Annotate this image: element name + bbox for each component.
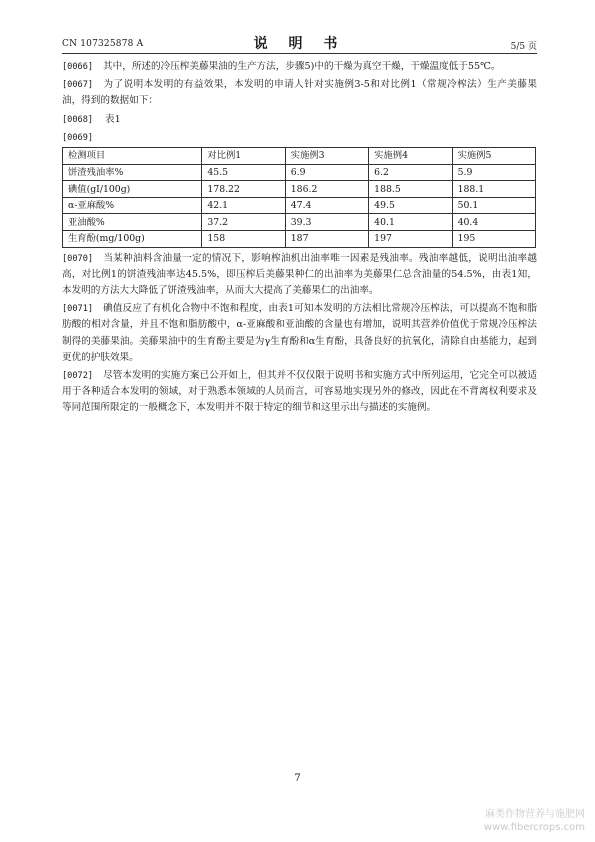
paragraph-number: [0070]: [62, 253, 94, 264]
paragraph-number: [0067]: [62, 80, 94, 91]
table-cell: 178.22: [202, 181, 285, 198]
paragraph-text: 当某种油料含油量一定的情况下，影响榨油机出油率唯一因素是残油率。残油率越低，说明出油率越高，对比例1的饼渣残油率达45.5%，即压榨后美藤果种仁的出油率为美藤果仁总含油量的54.5%，由表1知，本发明的方法大大降低了饼渣残油率，从而大大提高了美藤果仁的出油率。: [62, 252, 537, 296]
table-cell: α-亚麻酸%: [63, 197, 202, 214]
table-cell: 37.2: [202, 214, 285, 231]
table-cell: 195: [452, 230, 535, 247]
table-row: [63, 164, 536, 181]
document-title: 说 明 书: [253, 36, 346, 52]
table-row: [63, 214, 536, 231]
results-table: [62, 147, 536, 248]
table-cell: 6.9: [285, 164, 368, 181]
paragraph-0070: [62, 251, 537, 300]
table-header-cell: 实施例5: [452, 148, 535, 165]
table-header-cell: 检测项目: [63, 148, 202, 165]
table-cell: 197: [369, 230, 452, 247]
table-cell: 饼渣残油率%: [63, 164, 202, 181]
page-header: [62, 33, 537, 54]
table-cell: 42.1: [202, 197, 285, 214]
paragraph-number: [0072]: [62, 371, 94, 381]
table-cell: 50.1: [452, 197, 535, 214]
table-header-row: [63, 148, 536, 165]
page-label: 5/5 页: [510, 42, 537, 52]
document-number: CN 107325878 A: [62, 39, 144, 49]
table-cell: 45.5: [202, 164, 285, 181]
table-cell: 47.4: [285, 197, 368, 214]
table-header-cell: 实施例3: [285, 148, 368, 165]
paragraph-0071: [62, 301, 537, 366]
table-cell: 40.1: [369, 214, 452, 231]
table-cell: 碘值(gI/100g): [63, 181, 202, 198]
paragraph-number: [0069]: [62, 132, 94, 143]
table-header-cell: 实施例4: [369, 148, 452, 165]
table-cell: 187: [285, 230, 368, 247]
paragraph-number: [0066]: [62, 62, 94, 72]
paragraph-0068: [62, 112, 537, 128]
paragraph-0067: [62, 77, 537, 109]
table-cell: 生育酚(mg/100g): [63, 230, 202, 247]
paragraph-0072: [62, 368, 537, 417]
document-body: [62, 59, 537, 419]
page-number: 7: [294, 773, 301, 784]
table-cell: 39.3: [285, 214, 368, 231]
paragraph-text: 碘值反应了有机化合物中不饱和程度，由表1可知本发明的方法相比常规冷压榨法，可以提高不饱和脂肪酸的相对含量，并且不饱和脂肪酸中，α-亚麻酸和亚油酸的含量也有增加，说明其营养价值优于常规冷压榨法制得的美藤果油。美藤果油中的生育酚主要是为γ生育酚和α生育酚，具备良好的抗氧化，清除自由基能力，起到更优的护肤效果。: [62, 303, 537, 363]
paragraph-text: 其中，所述的冷压榨美藤果油的生产方法，步骤5)中的干燥为真空干燥，干燥温度低于55℃。: [103, 61, 501, 72]
table-cell: 亚油酸%: [63, 214, 202, 231]
paragraph-0069: [62, 130, 537, 146]
watermark-title: 麻类作物营养与施肥网: [485, 809, 585, 820]
watermark-url: www.fibercrops.com: [483, 822, 585, 833]
table-cell: 186.2: [285, 181, 368, 198]
table-cell: 6.2: [369, 164, 452, 181]
table-cell: 49.5: [369, 197, 452, 214]
table-row: [63, 197, 536, 214]
table-cell: 5.9: [452, 164, 535, 181]
table-cell: 158: [202, 230, 285, 247]
site-watermark: [484, 808, 585, 834]
paragraph-0066: [62, 59, 537, 75]
paragraph-number: [0068]: [62, 114, 94, 125]
table-cell: 188.1: [452, 181, 535, 198]
table-caption: 表1: [105, 113, 121, 125]
paragraph-number: [0071]: [62, 304, 94, 315]
table-row: [63, 181, 536, 198]
paragraph-text: 为了说明本发明的有益效果，本发明的申请人针对实施例3-5和对比例1（常规冷榨法）生产美藤果油，得到的数据如下：: [62, 79, 537, 107]
table-cell: 40.4: [452, 214, 535, 231]
paragraph-text: 尽管本发明的实施方案已公开如上，但其并不仅仅限于说明书和实施方式中所列运用，它完全可以被适用于各种适合本发明的领域，对于熟悉本领域的人员而言，可容易地实现另外的修改，因此在不背离权利要求及等同范围所限定的一般概念下，本发明并不限于特定的细节和这里示出与描述的实施例。: [62, 370, 537, 414]
table-cell: 188.5: [369, 181, 452, 198]
table-header-cell: 对比例1: [202, 148, 285, 165]
table-row: [63, 230, 536, 247]
